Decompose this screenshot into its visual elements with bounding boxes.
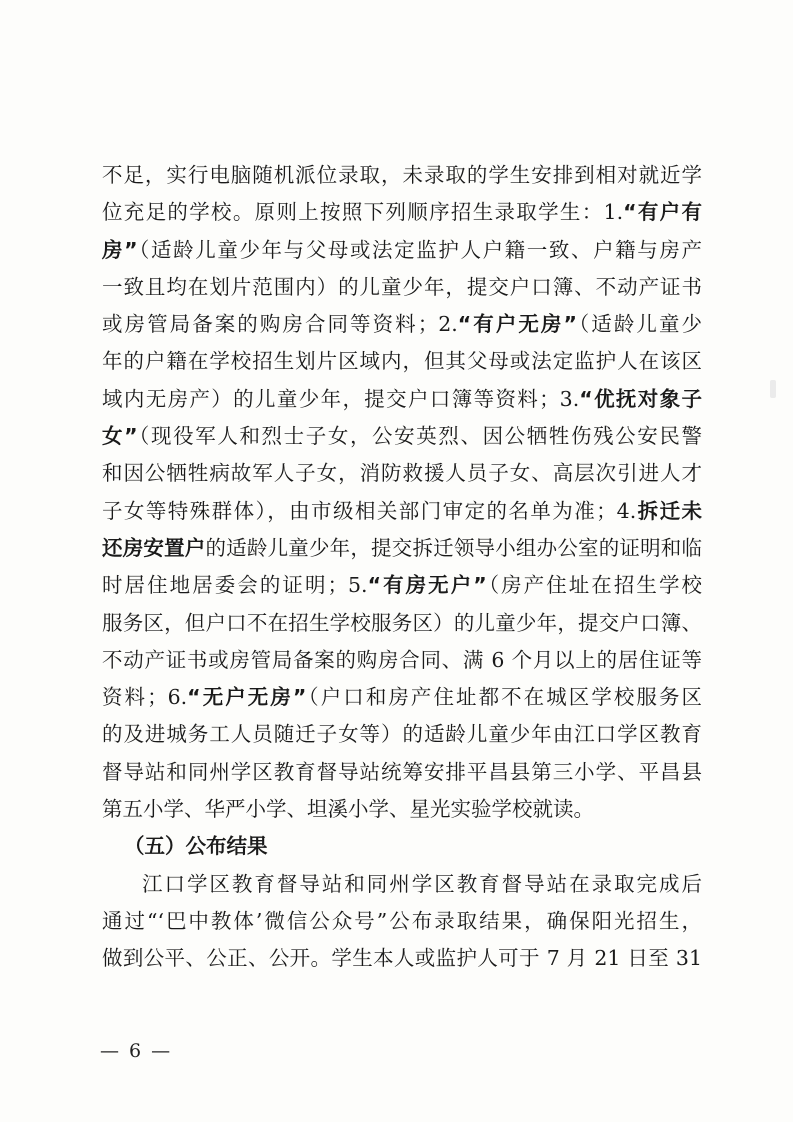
bold-text: “优抚对象子 — [579, 386, 702, 411]
bold-text: 拆迁未 — [636, 498, 703, 523]
text-line — [102, 455, 702, 492]
text-span: 第五小学、华严小学、坦溪小学、星光实验学校就读。 — [102, 797, 594, 822]
text-line — [102, 343, 702, 380]
text-line — [102, 418, 702, 455]
text-span: 资料；6. — [102, 685, 188, 710]
text-line — [102, 269, 702, 306]
text-line: 江口学区教育督导站和同州学区教育督导站在录取完成后 — [142, 871, 702, 896]
text-line — [102, 716, 702, 753]
text-span: 不动产证书或房管局备案的购房合同、满 6 个月以上的居住证等 — [102, 647, 702, 672]
bold-text: 女” — [102, 424, 138, 449]
text-line — [102, 530, 702, 567]
text-span: 或房管局备案的购房合同等资料；2. — [102, 312, 458, 337]
text-span: 年的户籍在学校招生划片区域内，但其父母或法定监护人在该区 — [102, 349, 702, 374]
text-line — [102, 194, 702, 231]
page-number: — 6 — — [100, 1040, 173, 1062]
text-span: （适龄儿童少年与父母或法定监护人户籍一致、户籍与房产 — [137, 237, 702, 262]
text-span: （适龄儿童少 — [576, 312, 702, 337]
bold-text: “有户无房” — [457, 312, 577, 337]
text-span: 一致且均在划片范围内）的儿童少年，提交户口簿、不动产证书 — [102, 274, 702, 299]
text-line — [102, 754, 702, 791]
text-line — [102, 605, 702, 642]
paragraph-publish-results — [102, 866, 702, 978]
bold-text: 还房安置户 — [102, 535, 206, 560]
text-line — [102, 642, 702, 679]
text-span: （现役军人和烈士子女，公安英烈、因公牺牲伤残公安民警 — [137, 424, 702, 449]
text-span: 和因公牺牲病故军人子女，消防救援人员子女、高层次引进人才 — [102, 461, 702, 486]
text-span: 的适龄儿童少年，提交拆迁领导小组办公室的证明和临 — [205, 535, 703, 560]
bold-text: “有房无户” — [367, 573, 487, 598]
text-line: 通过“‘巴中教体’微信公众号”公布录取结果，确保阳光招生， — [102, 908, 702, 933]
text-span: 服务区，但户口不在招生学校服务区）的儿童少年，提交户口簿、 — [102, 610, 702, 635]
text-line — [102, 157, 702, 194]
text-line — [102, 679, 702, 716]
text-span: 督导站和同州学区教育督导站统筹安排平昌县第三小学、平昌县 — [102, 759, 702, 784]
text-line — [102, 567, 702, 604]
text-line — [102, 493, 702, 530]
document-body — [102, 157, 702, 978]
text-line: 做到公平、公正、公开。学生本人或监护人可于 7 月 21 日至 31 — [102, 946, 702, 971]
text-span: 的及进城务工人员随迁子女等）的适龄儿童少年由江口学区教育 — [102, 722, 702, 747]
text-span: 子女等特殊群体），由市级相关部门审定的名单为准；4. — [102, 498, 637, 523]
bold-text: 房” — [102, 237, 138, 262]
scan-artifact — [770, 380, 776, 398]
paragraph-admission-order — [102, 157, 702, 828]
bold-text: “有户有 — [623, 200, 702, 225]
text-line — [102, 791, 702, 828]
text-line — [102, 306, 702, 343]
text-span: 时居住地居委会的证明；5. — [102, 573, 368, 598]
text-span: （房产住址在招生学校 — [486, 573, 703, 598]
bold-text: “无户无房” — [187, 685, 307, 710]
section-heading: （五）公布结果 — [124, 834, 268, 859]
text-line — [102, 232, 702, 269]
text-span: 位充足的学校。原则上按照下列顺序招生录取学生：1. — [102, 200, 624, 225]
text-span: 域内无房产）的儿童少年，提交户口簿等资料；3. — [102, 386, 580, 411]
text-span: 不足，实行电脑随机派位录取，未录取的学生安排到相对就近学 — [102, 163, 702, 187]
text-span: （户口和房产住址都不在城区学校服务区 — [306, 685, 703, 710]
text-line — [102, 381, 702, 418]
